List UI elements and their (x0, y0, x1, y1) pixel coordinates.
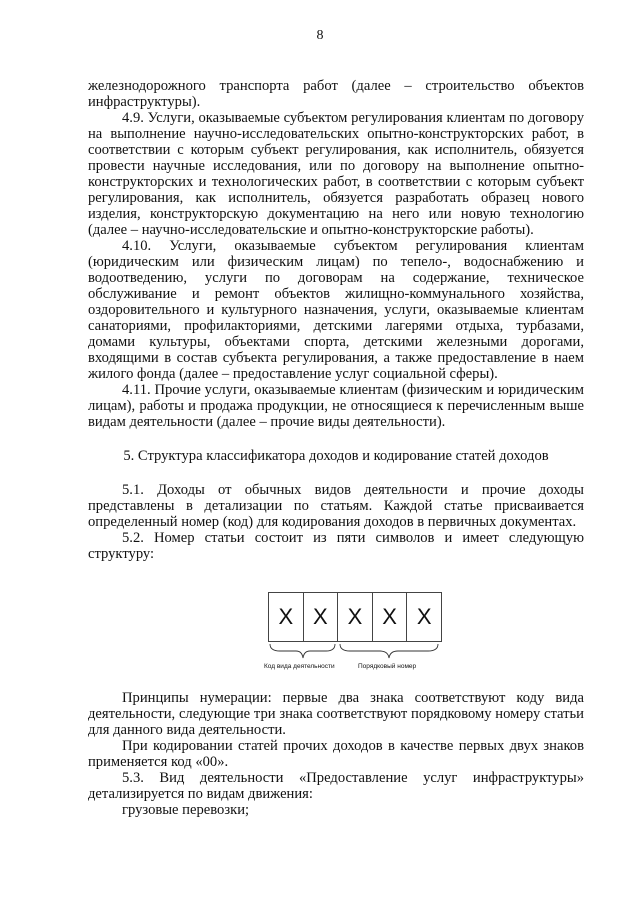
paragraph-5-2: 5.2. Номер статьи состоит из пяти символов и имеет следующую структуру: (88, 530, 584, 562)
text-block-numbering (88, 690, 584, 818)
section-heading: 5. Структура классификатора доходов и кодирование статей доходов (123, 448, 549, 464)
label-serial-number: Порядковый номер (358, 663, 417, 670)
label-activity-code: Код вида деятельности (264, 663, 335, 670)
paragraph-4-8-end: железнодорожного транспорта работ (далее – строительство объектов инфраструктуры). (88, 78, 584, 110)
code-symbol-5: X (416, 604, 432, 629)
code-boxes (268, 592, 442, 642)
paragraph-numbering-principles: Принципы нумерации: первые два знака соответствуют коду вида деятельности, следующие три знака соответствуют порядковому номеру статьи для данного вида деятельности. (88, 690, 584, 738)
paragraph-4-10: 4.10. Услуги, оказываемые субъектом регулирования клиентам (юридическим или физическим лицам) по тепело-, водоснабжению и водоотведению, услуги по договорам на содержание, техническое обслуживание и ремонт объектов жилищно-коммунального хозяйства, оздоровительного и культурного назначения, услуги, оказываемые клиентам санаториями, профилакториями, детскими лагерями отдыха, турбазами, домами культуры, объектами спорта, детскими железными дорогами, входящими в состав субъекта регулирования, а также предоставление в наем жилого фонда (далее – предоставление услуг социальной сферы). (88, 238, 584, 382)
code-symbol-3: X (338, 593, 373, 641)
paragraph-5-3: 5.3. Вид деятельности «Предоставление услуг инфраструктуры» детализируется по видам движения: (88, 770, 584, 802)
code-symbol-2: X (304, 593, 339, 641)
code-symbol-1: X (269, 593, 304, 641)
page-number: 8 (316, 28, 324, 43)
paragraph-5-1: 5.1. Доходы от обычных видов деятельности и прочие доходы представлены в детализации по статьям. Каждой статье присваивается определенный номер (код) для кодирования доходов в первичных документах. (88, 482, 584, 530)
paragraph-other-income-code: При кодировании статей прочих доходов в качестве первых двух знаков применяется код «00». (88, 738, 584, 770)
paragraph-4-11: 4.11. Прочие услуги, оказываемые клиентам (физическим и юридическим лицам), работы и продажа продукции, не относящиеся к перечисленным выше видам деятельности (далее – прочие виды деятельности). (88, 382, 584, 430)
paragraph-freight: грузовые перевозки; (122, 802, 250, 818)
paragraph-4-9: 4.9. Услуги, оказываемые субъектом регулирования клиентам по договору на выполнение научно-исследовательских опытно-конструкторских работ, в соответствии с которым субъект регулирования, как исполнитель, обязуется провести научные исследования, или по договору на выполнение опытно-конструкторских и технологических работ, в соответствии с которым субъект регулирования, как исполнитель, обязуется разработать образец нового изделия, конструкторскую документацию на него или новую технологию (далее – научно-исследовательские и опытно-конструкторские работы). (88, 110, 584, 238)
text-block-section-4 (88, 78, 584, 562)
brace-lines (268, 642, 440, 660)
brace-serial-number (340, 644, 438, 658)
code-symbol-4: X (373, 593, 408, 641)
article-code-structure-diagram (264, 592, 446, 682)
brace-activity-code (270, 644, 335, 658)
